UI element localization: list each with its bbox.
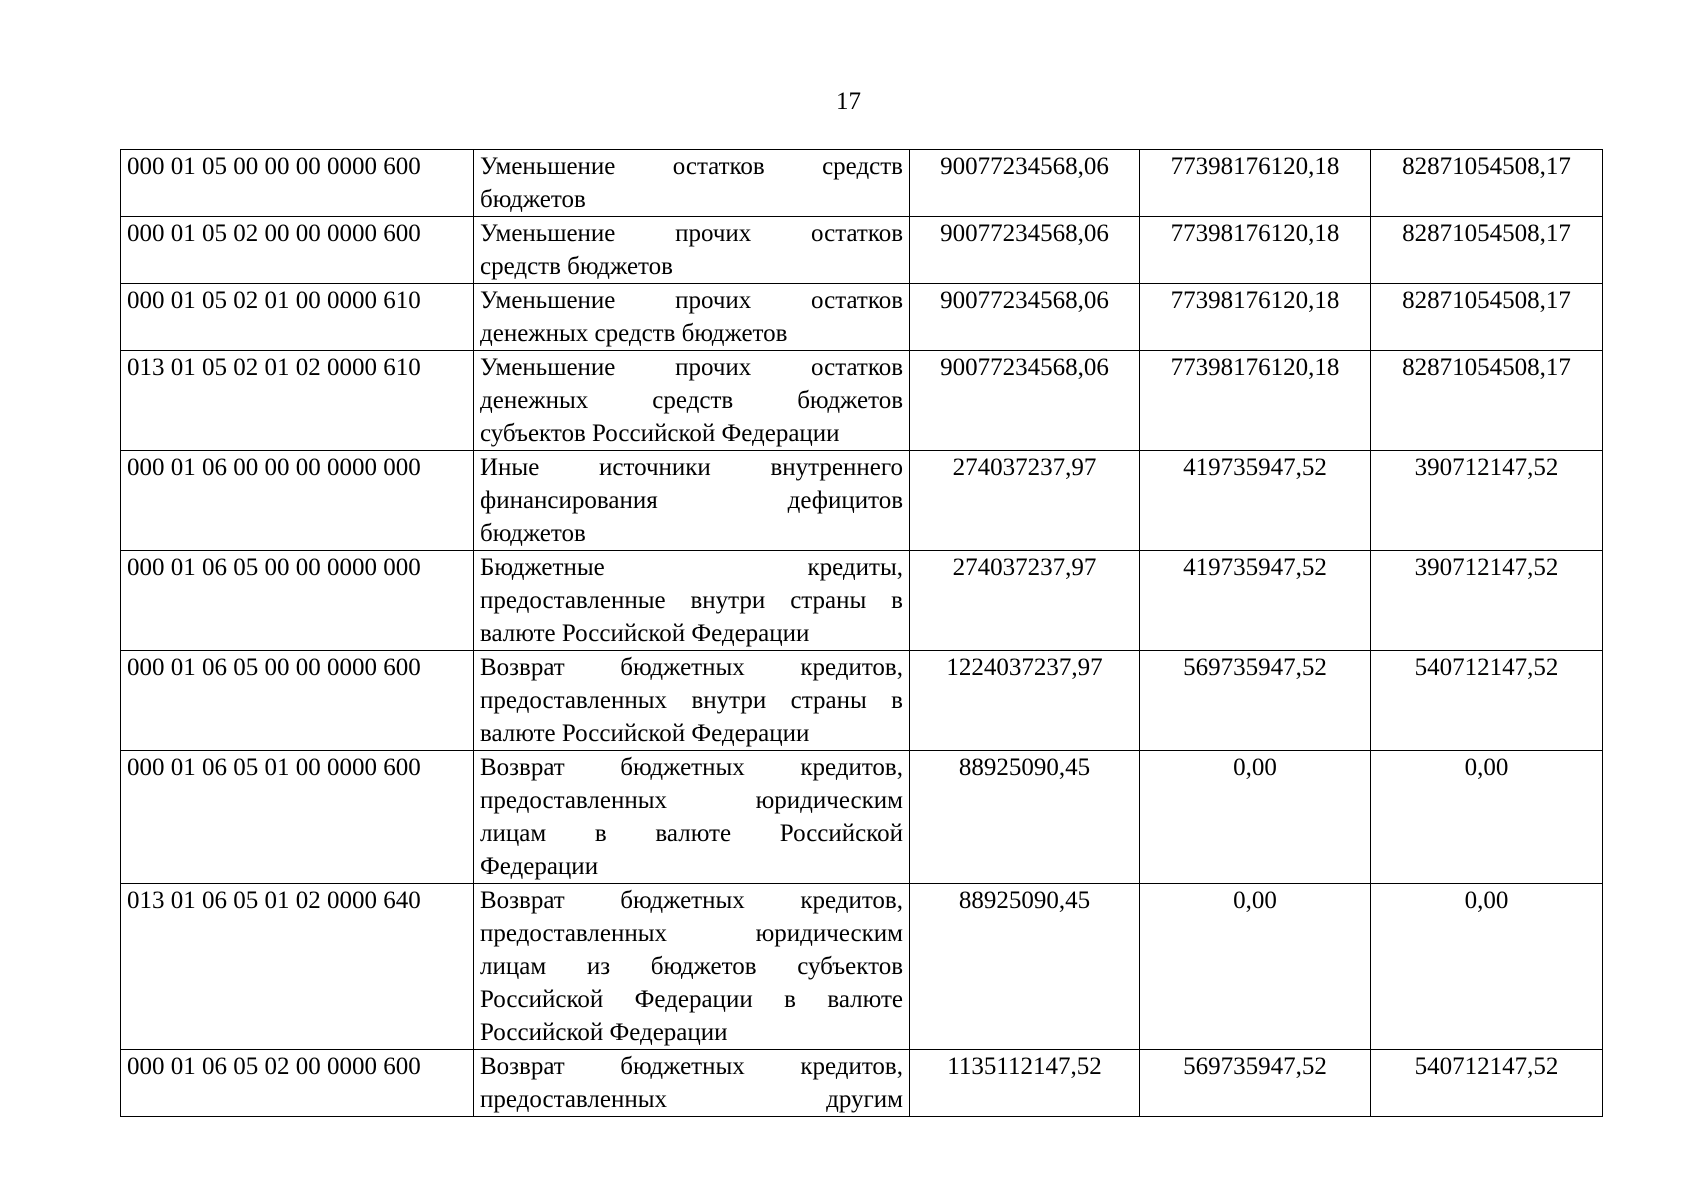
amount-year-2-cell: 0,00 xyxy=(1140,884,1371,1050)
budget-code-cell: 000 01 05 02 01 00 0000 610 xyxy=(121,284,474,351)
description-line: Уменьшение остатков средств xyxy=(480,153,903,180)
table-row xyxy=(121,1050,1603,1117)
table-row xyxy=(121,150,1603,217)
amount-year-1-cell: 88925090,45 xyxy=(910,884,1140,1050)
amount-year-2-cell: 77398176120,18 xyxy=(1140,217,1371,284)
description-cell xyxy=(474,1050,910,1117)
amount-year-1-cell: 90077234568,06 xyxy=(910,150,1140,217)
amount-year-2-cell: 77398176120,18 xyxy=(1140,351,1371,451)
amount-year-3-cell: 82871054508,17 xyxy=(1371,217,1603,284)
amount-year-3-cell: 390712147,52 xyxy=(1371,551,1603,651)
amount-year-2-cell: 569735947,52 xyxy=(1140,1050,1371,1117)
amount-year-3-cell: 0,00 xyxy=(1371,884,1603,1050)
description-cell xyxy=(474,751,910,884)
description-line: предоставленных юридическим xyxy=(480,787,903,814)
amount-year-1-cell: 1224037237,97 xyxy=(910,651,1140,751)
amount-year-1-cell: 274037237,97 xyxy=(910,451,1140,551)
amount-year-3-cell: 0,00 xyxy=(1371,751,1603,884)
amount-year-3-cell: 82871054508,17 xyxy=(1371,150,1603,217)
amount-year-2-cell: 419735947,52 xyxy=(1140,551,1371,651)
table-row xyxy=(121,551,1603,651)
amount-year-1-cell: 274037237,97 xyxy=(910,551,1140,651)
description-line: Бюджетные кредиты, xyxy=(480,554,903,581)
table-row xyxy=(121,284,1603,351)
amount-year-1-cell: 90077234568,06 xyxy=(910,217,1140,284)
description-line: лицам из бюджетов субъектов xyxy=(480,953,903,980)
description-line: предоставленных внутри страны в xyxy=(480,687,903,714)
amount-year-2-cell: 569735947,52 xyxy=(1140,651,1371,751)
table-body xyxy=(121,150,1603,1117)
table-row xyxy=(121,651,1603,751)
description-line: лицам в валюте Российской xyxy=(480,820,903,847)
budget-sources-table xyxy=(120,149,1603,1117)
amount-year-2-cell: 77398176120,18 xyxy=(1140,150,1371,217)
table-row xyxy=(121,751,1603,884)
budget-code-cell: 000 01 06 05 01 00 0000 600 xyxy=(121,751,474,884)
amount-year-3-cell: 390712147,52 xyxy=(1371,451,1603,551)
description-cell xyxy=(474,651,910,751)
description-line: Уменьшение прочих остатков xyxy=(480,220,903,247)
description-line: бюджетов xyxy=(480,186,586,213)
description-cell xyxy=(474,884,910,1050)
amount-year-3-cell: 540712147,52 xyxy=(1371,651,1603,751)
amount-year-2-cell: 77398176120,18 xyxy=(1140,284,1371,351)
description-line: валюте Российской Федерации xyxy=(480,720,810,747)
budget-code-cell: 000 01 06 00 00 00 0000 000 xyxy=(121,451,474,551)
description-line: Возврат бюджетных кредитов, xyxy=(480,887,903,914)
description-line: Федерации xyxy=(480,853,599,880)
description-cell xyxy=(474,217,910,284)
description-line: Российской Федерации xyxy=(480,1019,728,1046)
description-line: предоставленных другим xyxy=(480,1086,903,1113)
description-line: Возврат бюджетных кредитов, xyxy=(480,654,903,681)
amount-year-3-cell: 82871054508,17 xyxy=(1371,351,1603,451)
description-line: финансирования дефицитов xyxy=(480,487,903,514)
page-number: 17 xyxy=(836,88,861,115)
description-line: предоставленные внутри страны в xyxy=(480,587,903,614)
table-row xyxy=(121,451,1603,551)
description-cell xyxy=(474,451,910,551)
budget-code-cell: 013 01 05 02 01 02 0000 610 xyxy=(121,351,474,451)
description-line: средств бюджетов xyxy=(480,253,673,280)
amount-year-1-cell: 90077234568,06 xyxy=(910,284,1140,351)
budget-code-cell: 000 01 06 05 00 00 0000 000 xyxy=(121,551,474,651)
table-row xyxy=(121,351,1603,451)
budget-code-cell: 000 01 05 00 00 00 0000 600 xyxy=(121,150,474,217)
amount-year-1-cell: 88925090,45 xyxy=(910,751,1140,884)
description-line: денежных средств бюджетов xyxy=(480,387,903,414)
description-line: валюте Российской Федерации xyxy=(480,620,810,647)
table-row xyxy=(121,884,1603,1050)
description-line: субъектов Российской Федерации xyxy=(480,420,840,447)
description-line: Иные источники внутреннего xyxy=(480,454,903,481)
description-cell xyxy=(474,150,910,217)
amount-year-2-cell: 0,00 xyxy=(1140,751,1371,884)
budget-code-cell: 013 01 06 05 01 02 0000 640 xyxy=(121,884,474,1050)
description-line: денежных средств бюджетов xyxy=(480,320,788,347)
description-line: Российской Федерации в валюте xyxy=(480,986,903,1013)
description-line: бюджетов xyxy=(480,520,586,547)
description-line: Возврат бюджетных кредитов, xyxy=(480,754,903,781)
description-line: предоставленных юридическим xyxy=(480,920,903,947)
budget-code-cell: 000 01 06 05 00 00 0000 600 xyxy=(121,651,474,751)
amount-year-2-cell: 419735947,52 xyxy=(1140,451,1371,551)
amount-year-1-cell: 90077234568,06 xyxy=(910,351,1140,451)
description-line: Уменьшение прочих остатков xyxy=(480,354,903,381)
table-row xyxy=(121,217,1603,284)
budget-code-cell: 000 01 05 02 00 00 0000 600 xyxy=(121,217,474,284)
amount-year-1-cell: 1135112147,52 xyxy=(910,1050,1140,1117)
description-cell xyxy=(474,284,910,351)
description-cell xyxy=(474,551,910,651)
description-line: Возврат бюджетных кредитов, xyxy=(480,1053,903,1080)
description-line: Уменьшение прочих остатков xyxy=(480,287,903,314)
description-cell xyxy=(474,351,910,451)
budget-code-cell: 000 01 06 05 02 00 0000 600 xyxy=(121,1050,474,1117)
amount-year-3-cell: 540712147,52 xyxy=(1371,1050,1603,1117)
amount-year-3-cell: 82871054508,17 xyxy=(1371,284,1603,351)
